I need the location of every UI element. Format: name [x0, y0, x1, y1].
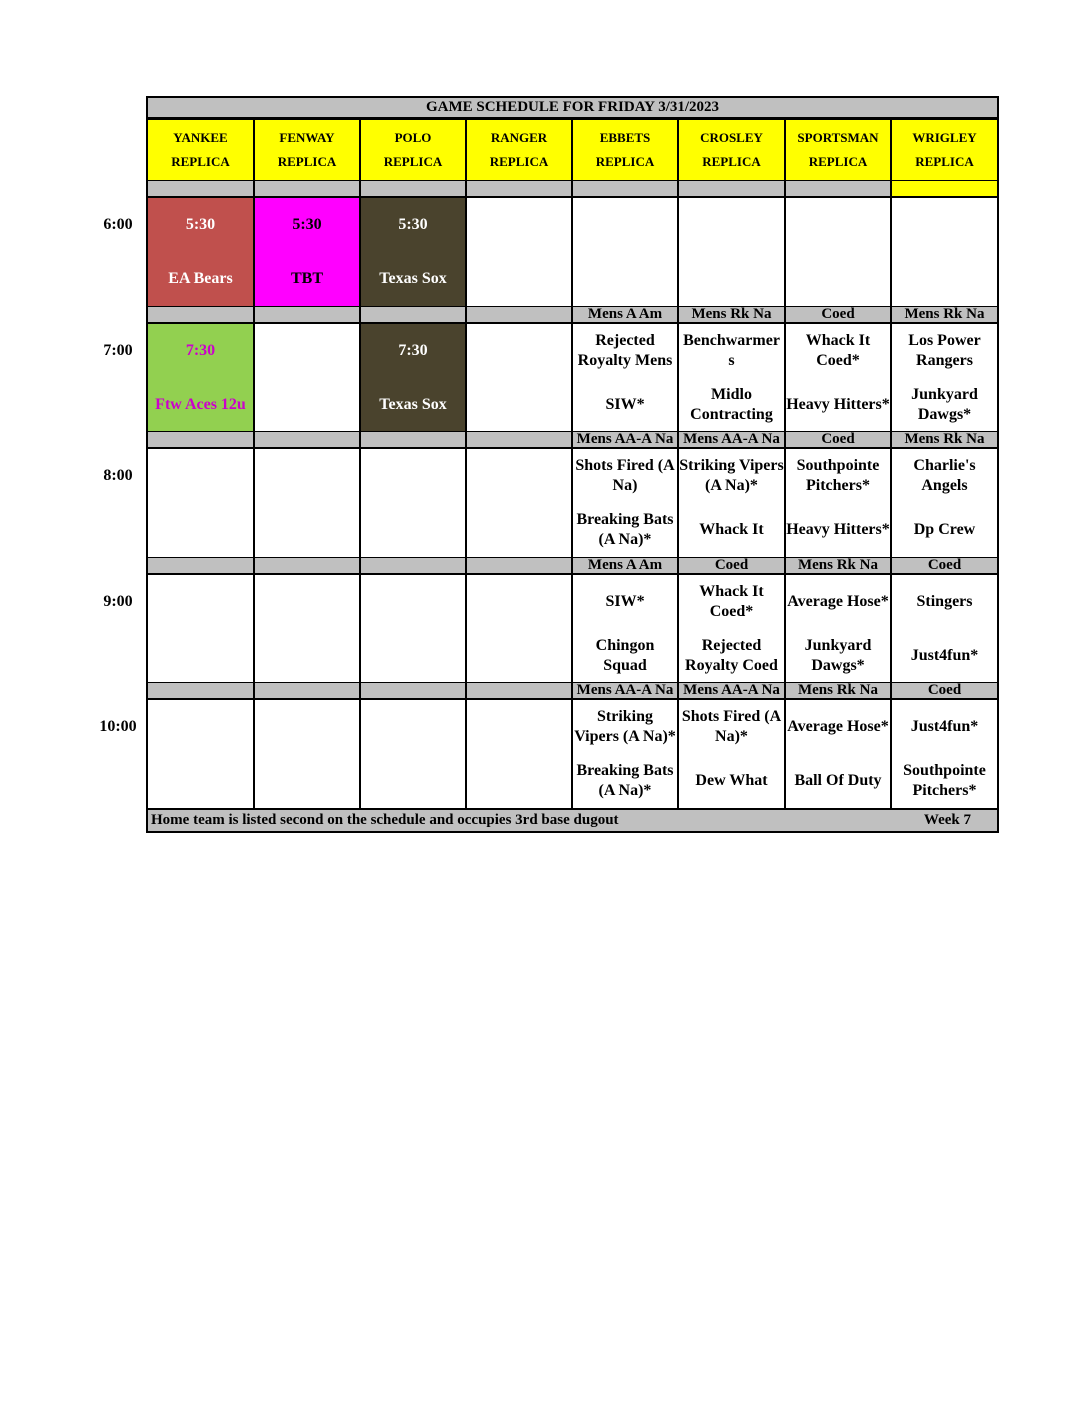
- field-header-sportsman: [785, 119, 891, 181]
- division-label: [147, 557, 254, 574]
- footer-note: Home team is listed second on the schedule and occupies 3rd base dugout: [151, 812, 619, 829]
- game-top-line: [254, 575, 360, 629]
- game-top-line: [254, 449, 360, 503]
- game-bottom-line: EA Bears: [168, 270, 233, 287]
- game-bottom-line: Breaking Bats (A Na)*: [576, 762, 674, 799]
- game-cell: [147, 323, 254, 433]
- time-label: 7:00: [103, 342, 133, 359]
- game-top-line: [254, 324, 360, 378]
- game-cell: [572, 574, 678, 684]
- game-top-line: Just4fun*: [910, 718, 979, 735]
- game-bottom-line: [254, 503, 360, 557]
- division-label: [785, 180, 891, 197]
- division-label: [466, 180, 572, 197]
- game-top-line: [360, 449, 466, 503]
- game-cell: [785, 323, 891, 433]
- game-top-line: [360, 575, 466, 629]
- game-top-line: 5:30: [185, 216, 216, 233]
- division-label: [360, 306, 466, 323]
- game-top-line: Los Power Rangers: [908, 332, 981, 369]
- division-label: Mens AA-A Na: [678, 431, 785, 448]
- game-cell: [360, 323, 466, 433]
- game-top-line: 5:30: [398, 216, 428, 233]
- division-label: Mens AA-A Na: [572, 431, 678, 448]
- field-type: REPLICA: [702, 154, 761, 169]
- game-bottom-line: [572, 252, 678, 306]
- game-cell: [891, 574, 998, 684]
- division-label: Mens Rk Na: [678, 306, 785, 323]
- game-top-line: Rejected Royalty Mens: [577, 332, 673, 369]
- game-bottom-line: [466, 629, 572, 683]
- division-label: Mens Rk Na: [785, 682, 891, 699]
- game-bottom-line: Midlo Contracting: [690, 386, 773, 423]
- game-cell: [147, 448, 254, 558]
- game-top-line: [147, 700, 254, 754]
- game-cell: [785, 699, 891, 809]
- game-top-line: Whack It Coed*: [699, 583, 764, 620]
- field-type: REPLICA: [277, 154, 337, 169]
- game-bottom-line: [678, 252, 785, 306]
- game-bottom-line: Texas Sox: [379, 270, 447, 287]
- field-header-ranger: [466, 119, 572, 181]
- game-cell: [785, 574, 891, 684]
- division-label: Mens Rk Na: [785, 557, 891, 574]
- game-cell: [572, 448, 678, 558]
- field-type: REPLICA: [383, 154, 443, 169]
- game-bottom-line: Junkyard Dawgs*: [911, 386, 978, 423]
- game-top-line: [466, 449, 572, 503]
- game-top-line: [678, 198, 785, 252]
- game-top-line: Average Hose*: [787, 593, 889, 610]
- game-top-line: [891, 198, 998, 252]
- division-label: Mens A Am: [572, 306, 678, 323]
- game-cell: [572, 197, 678, 307]
- division-label: Coed: [678, 557, 785, 574]
- division-label: [360, 557, 466, 574]
- game-top-line: Shots Fired (A Na)*: [681, 708, 782, 745]
- game-cell: [785, 448, 891, 558]
- game-bottom-line: Rejected Royalty Coed: [685, 637, 778, 674]
- game-bottom-line: SIW*: [605, 396, 645, 413]
- field-header-yankee: [147, 119, 254, 181]
- game-bottom-line: Ftw Aces 12u: [155, 396, 246, 413]
- game-top-line: Striking Vipers (A Na)*: [679, 457, 784, 494]
- time-label: 8:00: [103, 467, 133, 484]
- game-bottom-line: [360, 503, 466, 557]
- field-name: EBBETS: [599, 130, 651, 145]
- field-type: REPLICA: [171, 154, 230, 169]
- field-name: CROSLEY: [700, 130, 763, 145]
- game-cell: [891, 197, 998, 307]
- division-label: Coed: [891, 682, 998, 699]
- game-top-line: Striking Vipers (A Na)*: [574, 708, 676, 745]
- division-label: Coed: [891, 557, 998, 574]
- game-bottom-line: [147, 503, 254, 557]
- game-cell: [891, 448, 998, 558]
- division-label: [360, 682, 466, 699]
- game-top-line: [466, 700, 572, 754]
- game-top-line: [466, 324, 572, 378]
- game-bottom-line: Whack It: [699, 521, 764, 538]
- game-bottom-line: Heavy Hitters*: [786, 396, 890, 413]
- field-header-fenway: [254, 119, 360, 181]
- game-top-line: [572, 198, 678, 252]
- division-label: [147, 180, 254, 197]
- division-label: [147, 682, 254, 699]
- division-label: [254, 557, 360, 574]
- division-label: [891, 180, 998, 197]
- game-bottom-line: Heavy Hitters*: [786, 521, 890, 538]
- game-bottom-line: [466, 754, 572, 808]
- game-bottom-line: [466, 503, 572, 557]
- game-cell: [360, 574, 466, 684]
- game-bottom-line: [254, 754, 360, 808]
- game-bottom-line: [360, 754, 466, 808]
- game-cell: [678, 699, 785, 809]
- game-top-line: Southpointe Pitchers*: [796, 457, 880, 494]
- field-name: RANGER: [490, 130, 548, 145]
- game-top-line: 7:30: [185, 342, 216, 359]
- division-label: [678, 180, 785, 197]
- game-cell: [254, 699, 360, 809]
- division-label: Mens Rk Na: [891, 431, 998, 448]
- game-bottom-line: [147, 754, 254, 808]
- game-bottom-line: [147, 629, 254, 683]
- game-bottom-line: [254, 629, 360, 683]
- game-bottom-line: Junkyard Dawgs*: [804, 637, 872, 674]
- field-header-polo: [360, 119, 466, 181]
- division-label: [147, 431, 254, 448]
- game-bottom-line: [466, 252, 572, 306]
- game-top-line: Stingers: [916, 593, 973, 610]
- game-top-line: [785, 198, 891, 252]
- field-name: FENWAY: [279, 130, 335, 145]
- game-cell: [572, 323, 678, 433]
- time-label: 10:00: [99, 718, 137, 735]
- game-top-line: 7:30: [398, 342, 428, 359]
- game-cell: [466, 699, 572, 809]
- game-cell: [147, 699, 254, 809]
- field-name: YANKEE: [173, 130, 228, 145]
- division-label: [254, 306, 360, 323]
- field-name: WRIGLEY: [912, 130, 977, 145]
- game-cell: [891, 323, 998, 433]
- game-bottom-line: Dew What: [695, 772, 768, 789]
- game-cell: [360, 197, 466, 307]
- game-bottom-line: TBT: [290, 270, 323, 287]
- game-cell: [466, 323, 572, 433]
- game-top-line: [147, 449, 254, 503]
- game-cell: [572, 699, 678, 809]
- time-label: 6:00: [103, 216, 133, 233]
- division-label: [466, 306, 572, 323]
- division-label: Mens AA-A Na: [572, 682, 678, 699]
- game-top-line: [466, 575, 572, 629]
- game-top-line: Shots Fired (A Na): [575, 457, 675, 494]
- game-cell: [254, 574, 360, 684]
- game-cell: [254, 323, 360, 433]
- division-label: [466, 431, 572, 448]
- game-bottom-line: Breaking Bats (A Na)*: [576, 511, 674, 548]
- division-label: Mens AA-A Na: [678, 682, 785, 699]
- field-type: REPLICA: [915, 154, 974, 169]
- time-label: 9:00: [103, 593, 133, 610]
- division-label: [254, 431, 360, 448]
- division-label: [254, 682, 360, 699]
- division-label: [147, 306, 254, 323]
- game-bottom-line: [360, 629, 466, 683]
- game-top-line: [360, 700, 466, 754]
- game-cell: [254, 448, 360, 558]
- division-label: Mens Rk Na: [891, 306, 998, 323]
- field-header-crosley: [678, 119, 785, 181]
- division-label: Coed: [785, 431, 891, 448]
- game-cell: [147, 574, 254, 684]
- game-bottom-line: [891, 252, 998, 306]
- division-label: Coed: [785, 306, 891, 323]
- game-top-line: [254, 700, 360, 754]
- game-bottom-line: Dp Crew: [913, 521, 976, 538]
- game-cell: [678, 448, 785, 558]
- division-label: [254, 180, 360, 197]
- game-cell: [891, 699, 998, 809]
- field-type: REPLICA: [808, 154, 868, 169]
- field-header-wrigley: [891, 119, 998, 181]
- field-type: REPLICA: [489, 154, 549, 169]
- game-cell: [254, 197, 360, 307]
- game-cell: [360, 448, 466, 558]
- game-bottom-line: Ball Of Duty: [794, 772, 882, 789]
- division-label: Mens A Am: [572, 557, 678, 574]
- game-bottom-line: [466, 378, 572, 432]
- game-cell: [147, 197, 254, 307]
- division-label: [572, 180, 678, 197]
- game-cell: [466, 448, 572, 558]
- division-label: [360, 431, 466, 448]
- game-top-line: SIW*: [605, 593, 645, 610]
- game-top-line: [147, 575, 254, 629]
- page-title: GAME SCHEDULE FOR FRIDAY 3/31/2023: [146, 96, 999, 119]
- game-bottom-line: Chingon Squad: [595, 637, 655, 674]
- game-top-line: Whack It Coed*: [805, 332, 871, 369]
- field-header-ebbets: [572, 119, 678, 181]
- game-bottom-line: Southpointe Pitchers*: [903, 762, 986, 799]
- game-cell: [466, 574, 572, 684]
- division-label: [466, 682, 572, 699]
- game-cell: [678, 323, 785, 433]
- game-top-line: Average Hose*: [787, 718, 889, 735]
- footer-bar: [147, 809, 998, 832]
- game-top-line: 5:30: [292, 216, 322, 233]
- division-label: [466, 557, 572, 574]
- game-cell: [466, 197, 572, 307]
- game-top-line: [466, 198, 572, 252]
- field-type: REPLICA: [595, 154, 655, 169]
- field-name: SPORTSMAN: [797, 130, 879, 145]
- game-bottom-line: [785, 252, 891, 306]
- game-cell: [678, 574, 785, 684]
- game-bottom-line: Just4fun*: [910, 647, 979, 664]
- game-top-line: Benchwarmer s: [683, 332, 780, 369]
- game-bottom-line: [254, 378, 360, 432]
- week-label: Week 7: [923, 812, 971, 829]
- game-top-line: Charlie's Angels: [913, 457, 976, 494]
- game-cell: [678, 197, 785, 307]
- game-cell: [785, 197, 891, 307]
- division-label: [360, 180, 466, 197]
- game-cell: [360, 699, 466, 809]
- game-bottom-line: Texas Sox: [379, 396, 447, 413]
- field-name: POLO: [394, 130, 432, 145]
